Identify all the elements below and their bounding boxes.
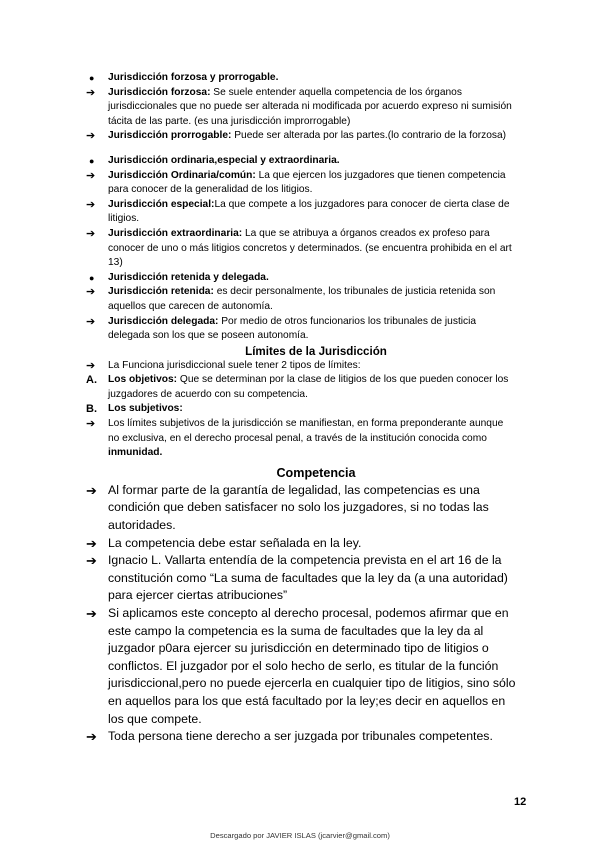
paragraph: La competencia debe estar señalada en la ley.	[108, 535, 362, 550]
term: Jurisdicción especial:	[108, 198, 215, 210]
arrow-item	[86, 552, 516, 605]
download-footer: Descargado por JAVIER ISLAS (jcarvier@gmail.com)	[210, 831, 390, 840]
term: Jurisdicción extraordinaria:	[108, 227, 243, 239]
bullet-item	[86, 71, 516, 86]
arrow-item	[86, 129, 516, 144]
arrow-item	[86, 417, 516, 461]
arrow-item	[86, 482, 516, 535]
term: Los objetivos:	[108, 374, 178, 386]
definition: La que compete a los juzgadores para conocer de cierta clase de litigios.	[108, 198, 510, 225]
arrow-icon: ➔	[86, 227, 96, 240]
limites-intro: La Funciona jurisdiccional suele tener 2 tipos de límites:	[108, 359, 361, 371]
arrow-icon: ➔	[86, 535, 97, 551]
definition: Los límites subjetivos de la jurisdicción se manifiestan, en forma preponderante aunque no exclusiva, en el derecho procesal penal, a través de la institución conocida como	[108, 418, 504, 444]
arrow-icon: ➔	[86, 553, 97, 569]
term-inmunidad: inmunidad.	[108, 447, 163, 459]
definition: Que se determinan por la clase de litigios de los que pueden conocer los juzgadores de acuerdo con su competencia.	[108, 374, 509, 400]
bullet-dot: ●	[89, 272, 95, 283]
paragraph: Toda persona tiene derecho a ser juzgada por tribunales competentes.	[108, 729, 493, 744]
arrow-icon: ➔	[86, 86, 96, 99]
bullet-dot: ●	[89, 155, 95, 166]
definition: Por medio de otros funcionarios los tribunales de justicia delegada son los que se poseen autonomía.	[108, 315, 477, 342]
arrow-item	[86, 169, 516, 198]
bullet-item	[86, 271, 516, 286]
arrow-item	[86, 535, 516, 553]
arrow-icon: ➔	[86, 198, 96, 211]
letter-marker: B.	[86, 403, 97, 416]
page-number: 12	[514, 796, 527, 808]
arrow-icon: ➔	[86, 359, 96, 372]
paragraph: Ignacio L. Vallarta entendía de la competencia prevista en el art 16 de la constitución como “La suma de facultades que la ley da (a una autoridad) para ejercer ciertas atribuciones”	[108, 553, 508, 603]
term: Jurisdicción prorrogable:	[108, 130, 232, 142]
arrow-item	[86, 285, 516, 314]
term: Jurisdicción delegada:	[108, 315, 219, 327]
arrow-icon: ➔	[86, 315, 96, 328]
bullet-text: Jurisdicción forzosa y prorrogable.	[108, 72, 279, 83]
paragraph: Al formar parte de la garantía de legalidad, las competencias es una condición que deben satisfacer no solo los juzgadores, si no todas las autoridades.	[108, 482, 489, 533]
term: Jurisdicción retenida:	[108, 286, 214, 298]
letter-marker: A.	[86, 374, 97, 387]
arrow-item	[86, 359, 516, 374]
arrow-icon: ➔	[86, 482, 97, 498]
arrow-icon: ➔	[86, 130, 96, 143]
definition: Se suele entender aquella competencia de los órganos jurisdiccionales que no puede ser alterada ni modificada por acuerdo expreso ni sumisión tácita de las parte. (es una jurisdicción improrrogable)	[108, 86, 512, 127]
bullet-text: Jurisdicción ordinaria,especial y extraordinaria.	[108, 154, 340, 166]
arrow-icon: ➔	[86, 418, 96, 431]
section-heading-competencia: Competencia	[276, 465, 356, 480]
bullet-text: Jurisdicción retenida y delegada.	[108, 271, 269, 283]
arrow-icon: ➔	[86, 606, 97, 621]
term: Jurisdicción forzosa:	[108, 86, 211, 98]
arrow-icon: ➔	[86, 169, 96, 182]
arrow-item	[86, 227, 516, 271]
arrow-icon: ➔	[86, 729, 97, 745]
term: Los subjetivos:	[108, 403, 183, 415]
term: Jurisdicción Ordinaria/común:	[108, 169, 256, 181]
definition: es decir personalmente, los tribunales de justicia retenida son aquellos que carecen de autonomía.	[108, 286, 496, 312]
arrow-item	[86, 605, 516, 728]
arrow-icon: ➔	[86, 286, 96, 299]
paragraph: Si aplicamos este concepto al derecho procesal, podemos afirmar que en este campo la competencia es la suma de facultades que la ley da al juzgador p0ara ejercer su jurisdicción en determinado tipo de litigios o conflictos. El juzgador por el solo hecho de serlo, es titular de la función jurisdiccional,pero no puede ejercerla en cualquier tipo de litigios, sino sólo en aquellos para los que está facultado por la ley;es decir en aquellos en los que compete.	[108, 606, 516, 726]
bullet-item	[86, 154, 516, 169]
lettered-item	[86, 373, 516, 402]
arrow-item	[86, 198, 516, 227]
arrow-item	[86, 728, 516, 746]
definition: Puede ser alterada por las partes.(lo contrario de la forzosa)	[231, 130, 507, 142]
section-heading-limites: Límites de la Jurisdicción	[245, 344, 387, 358]
bullet-dot: ●	[89, 73, 95, 83]
arrow-item	[86, 315, 516, 344]
arrow-item	[86, 86, 516, 130]
lettered-item	[86, 402, 516, 417]
definition: La que ejercen los juzgadores que tienen competencia para conocer de la generalidad de los litigios.	[108, 169, 506, 196]
definition: La que se atribuya a órganos creados ex profeso para conocer de uno o más litigios concretos y determinados. (se encuentra prohibida en el art 13)	[108, 227, 512, 269]
document-body	[86, 71, 516, 746]
